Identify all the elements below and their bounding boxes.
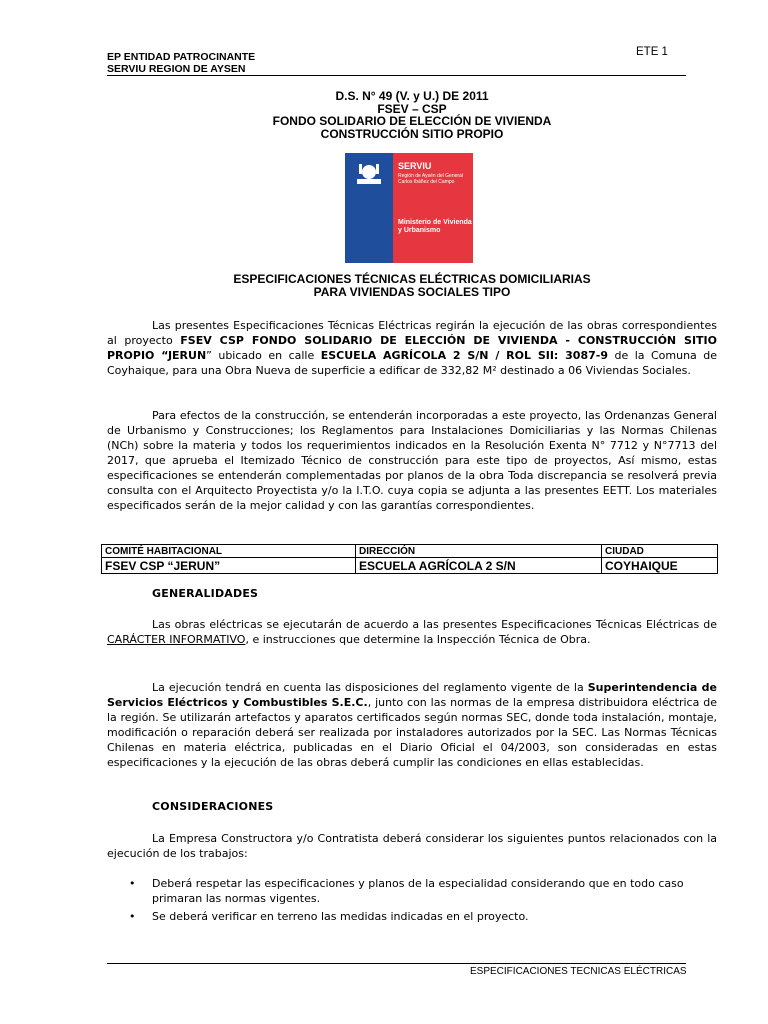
table-cell-ciudad: COYHAIQUE	[602, 558, 718, 574]
title-line-4: CONSTRUCCIÓN SITIO PROPIO	[320, 126, 504, 141]
table-cell-direccion: ESCUELA AGRÍCOLA 2 S/N	[356, 558, 602, 574]
consideraciones-paragraph-1: La Empresa Constructora y/o Contratista deberá considerar los siguientes puntos relacionados con la ejecución de los trabajos:	[107, 832, 717, 860]
entity-line-2: SERVIU REGION DE AYSEN	[107, 62, 246, 75]
table-header-row	[102, 545, 718, 558]
entity-line-1: EP ENTIDAD PATROCINANTE	[107, 51, 256, 63]
title-line-2: FSEV – CSP	[377, 101, 447, 116]
subtitle-line-2: PARA VIVIENDAS SOCIALES TIPO	[313, 285, 511, 299]
footer-text: ESPECIFICACIONES TECNICAS ELÉCTRICAS	[470, 966, 687, 977]
document-title	[107, 90, 717, 140]
project-info-table	[101, 544, 718, 574]
logo-red-panel	[393, 153, 473, 263]
list-item: • Deberá respetar las especificaciones y planos de la especialidad considerando que en todo caso primaran las normas vigentes.	[129, 877, 684, 905]
document-subtitle	[107, 273, 717, 299]
header-divider	[107, 75, 686, 76]
logo-region: Región de Aysén del General Carlos Ibáñez del Campo	[398, 173, 463, 185]
bullet-icon: •	[129, 910, 136, 923]
list-item: • Se deberá verificar en terreno las medidas indicadas en el proyecto.	[129, 910, 529, 923]
consideraciones-list	[107, 876, 717, 927]
table-header-direccion: DIRECCIÓN	[356, 545, 602, 558]
table-row	[102, 558, 718, 574]
footer-divider	[107, 963, 686, 964]
coat-of-arms-icon	[353, 159, 385, 191]
title-line-1: D.S. N° 49 (V. y U.) DE 2011	[335, 89, 489, 103]
generalidades-paragraph-1: Las obras eléctricas se ejecutarán de acuerdo a las presentes Especificaciones Técnicas Eléctricas de CARÁCTER INFORMATIVO, e instrucciones que determine la Inspección Técnica de Obra.	[107, 618, 717, 646]
table-cell-comite: FSEV CSP “JERUN”	[102, 558, 356, 574]
section-heading-consideraciones: CONSIDERACIONES	[152, 800, 274, 813]
logo-ministry: Ministerio de Vivienda y Urbanismo	[398, 219, 472, 234]
intro-paragraph-2: Para efectos de la construcción, se entenderán incorporadas a este proyecto, las Ordenanzas General de Urbanismo y Construcciones; los Reglamentos para Instalaciones Domiciliarias y las Normas Chilenas (NCh) sobre la materia y todos los requerimientos indicados en la Resolución Exenta N° 7712 y N°7713 del 2017, que aprueba el Itemizado Técnico de construcción para este tipo de proyectos, Así mismo, estas especificaciones se entenderán complementadas por planos de la obra Toda discrepancia se resolverá previa consulta con el Arquitecto Proyectista y/o la I.T.O. cuya copia se adjunta a las presentes EETT. Los materiales especificados serán de la mejor calidad y con las garantías correspondientes.	[107, 409, 717, 512]
subtitle-line-1: ESPECIFICACIONES TÉCNICAS ELÉCTRICAS DOMICILIARIAS	[233, 272, 591, 286]
table-header-ciudad: CIUDAD	[602, 545, 718, 558]
bullet-icon: •	[129, 877, 136, 890]
document-header-entity	[107, 52, 255, 75]
title-line-3: FONDO SOLIDARIO DE ELECCIÓN DE VIVIENDA	[272, 114, 552, 128]
generalidades-paragraph-2: La ejecución tendrá en cuenta las disposiciones del reglamento vigente de la Superintendencia de Servicios Eléctricos y Combustibles S.E.C., junto con las normas de la empresa distribuidora eléctrica de la región. Se utilizarán artefactos y aparatos certificados según normas SEC, donde toda instalación, montaje, modificación o reparación deberá ser realizada por instaladores autorizados por la SEC. Las Normas Técnicas Chilenas en materia eléctrica, publicadas en el Diario Oficial el 04/2003, son consideradas en estas especificaciones y la ejecución de las obras deberá cumplir las condiciones en ellas establecidas.	[107, 681, 717, 769]
page-reference: ETE 1	[636, 46, 668, 58]
table-header-comite: COMITÉ HABITACIONAL	[102, 545, 356, 558]
serviu-logo	[345, 153, 473, 263]
intro-paragraph-1: Las presentes Especificaciones Técnicas Eléctricas regirán la ejecución de las obras correspondientes al proyecto FSEV CSP FONDO SOLIDARIO DE ELECCIÓN DE VIVIENDA - CONSTRUCCIÓN SITIO PROPIO “JERUN” ubicado en calle ESCUELA AGRÍCOLA 2 S/N / ROL SII: 3087-9 de la Comuna de Coyhaique, para una Obra Nueva de superficie a edificar de 332,82 M² destinado a 06 Viviendas Sociales.	[107, 319, 718, 377]
logo-blue-panel	[345, 153, 393, 263]
section-heading-generalidades: GENERALIDADES	[152, 587, 259, 600]
logo-name: SERVIU	[398, 161, 432, 171]
